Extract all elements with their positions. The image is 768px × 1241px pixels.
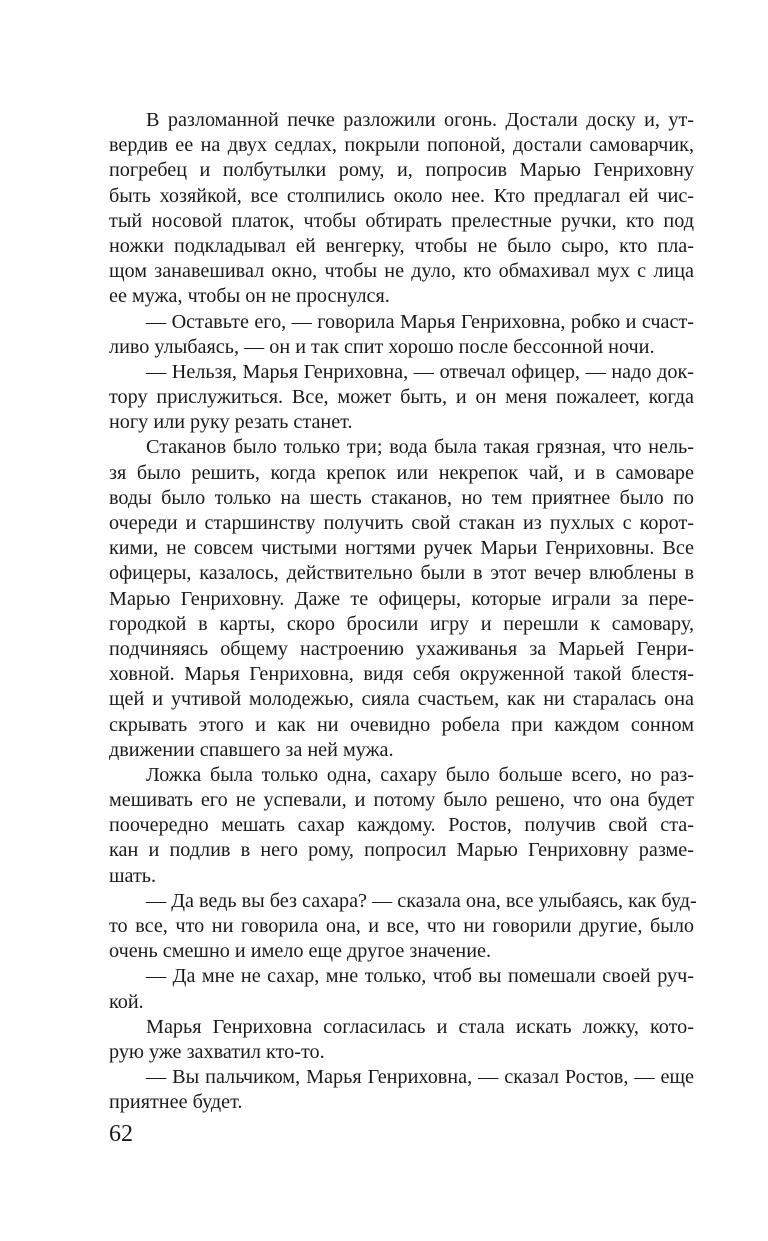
- text-line: мешивать его не успевали, и потому было решено, что она будет: [109, 789, 694, 812]
- text-line: движении спавшего за ней мужа.: [109, 738, 394, 761]
- paragraph: [109, 1065, 694, 1115]
- text-line: приятнее будет.: [109, 1091, 243, 1114]
- text-line: погребец и полбутылки рому, и, попросив Марью Генриховну: [109, 159, 694, 182]
- paragraph: [109, 763, 694, 889]
- text-line: быть хозяйкой, все столпились около нее. Кто предлагал ей чис-: [109, 184, 694, 207]
- text-line: подчиняясь общему настроению ухаживанья за Марьей Генри-: [109, 637, 694, 660]
- text-line: то все, что ни говорила она, и все, что ни говорили другие, было: [109, 915, 694, 937]
- text-line: городкой в карты, скоро бросили игру и перешли к самовару,: [109, 612, 694, 635]
- text-line: зя было решить, когда крепок или некрепок чай, и в самоваре: [109, 461, 694, 484]
- text-line: вердив ее на двух седлах, покрыли попоной, достали самоварчик,: [109, 134, 694, 157]
- text-line: ножки подкладывал ей венгерку, чтобы не было сыро, кто пла-: [109, 234, 694, 257]
- text-line: Ложка была только одна, сахару было больше всего, но раз-: [146, 763, 694, 786]
- text-line: воды было только на шесть стаканов, но тем приятнее было по: [109, 486, 694, 509]
- text-line: очереди и старшинству получить свой стакан из пухлых с корот-: [109, 512, 694, 534]
- text-line: ногу или руку резать станет.: [109, 411, 353, 434]
- text-line: тый носовой платок, чтобы обтирать прелестные ручки, кто под: [109, 209, 694, 232]
- paragraph: [109, 889, 697, 965]
- text-line: скрывать этого и как ни очевидно робела при каждом сонном: [109, 713, 694, 736]
- text-line: Марья Генриховна согласилась и стала искать ложку, кото-: [146, 1015, 694, 1038]
- text-line: ее мужа, чтобы он не проснулся.: [109, 285, 390, 308]
- text-line: — Да ведь вы без сахара? — сказала она, все улыбаясь, как буд-: [146, 889, 697, 912]
- text-line: очень смешно и имело еще другое значение.: [109, 940, 492, 963]
- paragraph: [109, 108, 694, 310]
- text-line: щей и учтивой молодежью, сияла счастьем, как ни старалась она: [109, 688, 694, 711]
- text-line: — Вы пальчиком, Марья Генриховна, — сказал Ростов, — еще: [146, 1066, 694, 1089]
- text-line: тору прислужиться. Все, может быть, и он меня пожалеет, когда: [109, 386, 694, 409]
- text-line: Марью Генриховну. Даже те офицеры, которые играли за пере-: [109, 587, 694, 610]
- text-line: ховной. Марья Генриховна, видя себя окруженной такой блестя-: [109, 663, 694, 686]
- text-line: кой.: [109, 990, 144, 1013]
- text-line: поочередно мешать сахар каждому. Ростов, получив свой ста-: [109, 814, 694, 837]
- text-line: — Да мне не сахар, мне только, чтоб вы помешали своей руч-: [146, 965, 694, 988]
- text-line: ливо улыбаясь, — он и так спит хорошо после бессонной ночи.: [109, 335, 655, 358]
- text-line: В разломанной печке разложили огонь. Достали доску и, ут-: [146, 109, 694, 131]
- paragraph: [109, 1015, 694, 1065]
- body-text: [109, 108, 697, 1116]
- paragraph: [109, 435, 694, 762]
- text-line: кими, не совсем чистыми ногтями ручек Марьи Генриховны. Все: [109, 537, 694, 560]
- paragraph: [109, 360, 694, 436]
- text-line: рую уже захватил кто-то.: [109, 1040, 325, 1063]
- text-line: шать.: [109, 864, 157, 887]
- paragraph: [109, 310, 694, 360]
- text-line: кан и подлив в него рому, попросил Марью Генриховну разме-: [109, 839, 694, 862]
- paragraph: [109, 964, 694, 1014]
- page-number: 62: [109, 1121, 133, 1147]
- text-line: щом занавешивал окно, чтобы не дуло, кто обмахивал мух с лица: [109, 260, 694, 283]
- text-line: офицеры, казалось, действительно были в этот вечер влюблены в: [109, 562, 694, 585]
- text-line: Стаканов было только три; вода была такая грязная, что нель-: [146, 436, 694, 459]
- text-line: — Нельзя, Марья Генриховна, — отвечал офицер, — надо док-: [146, 360, 694, 383]
- text-line: — Оставьте его, — говорила Марья Генриховна, робко и счаст-: [146, 310, 694, 333]
